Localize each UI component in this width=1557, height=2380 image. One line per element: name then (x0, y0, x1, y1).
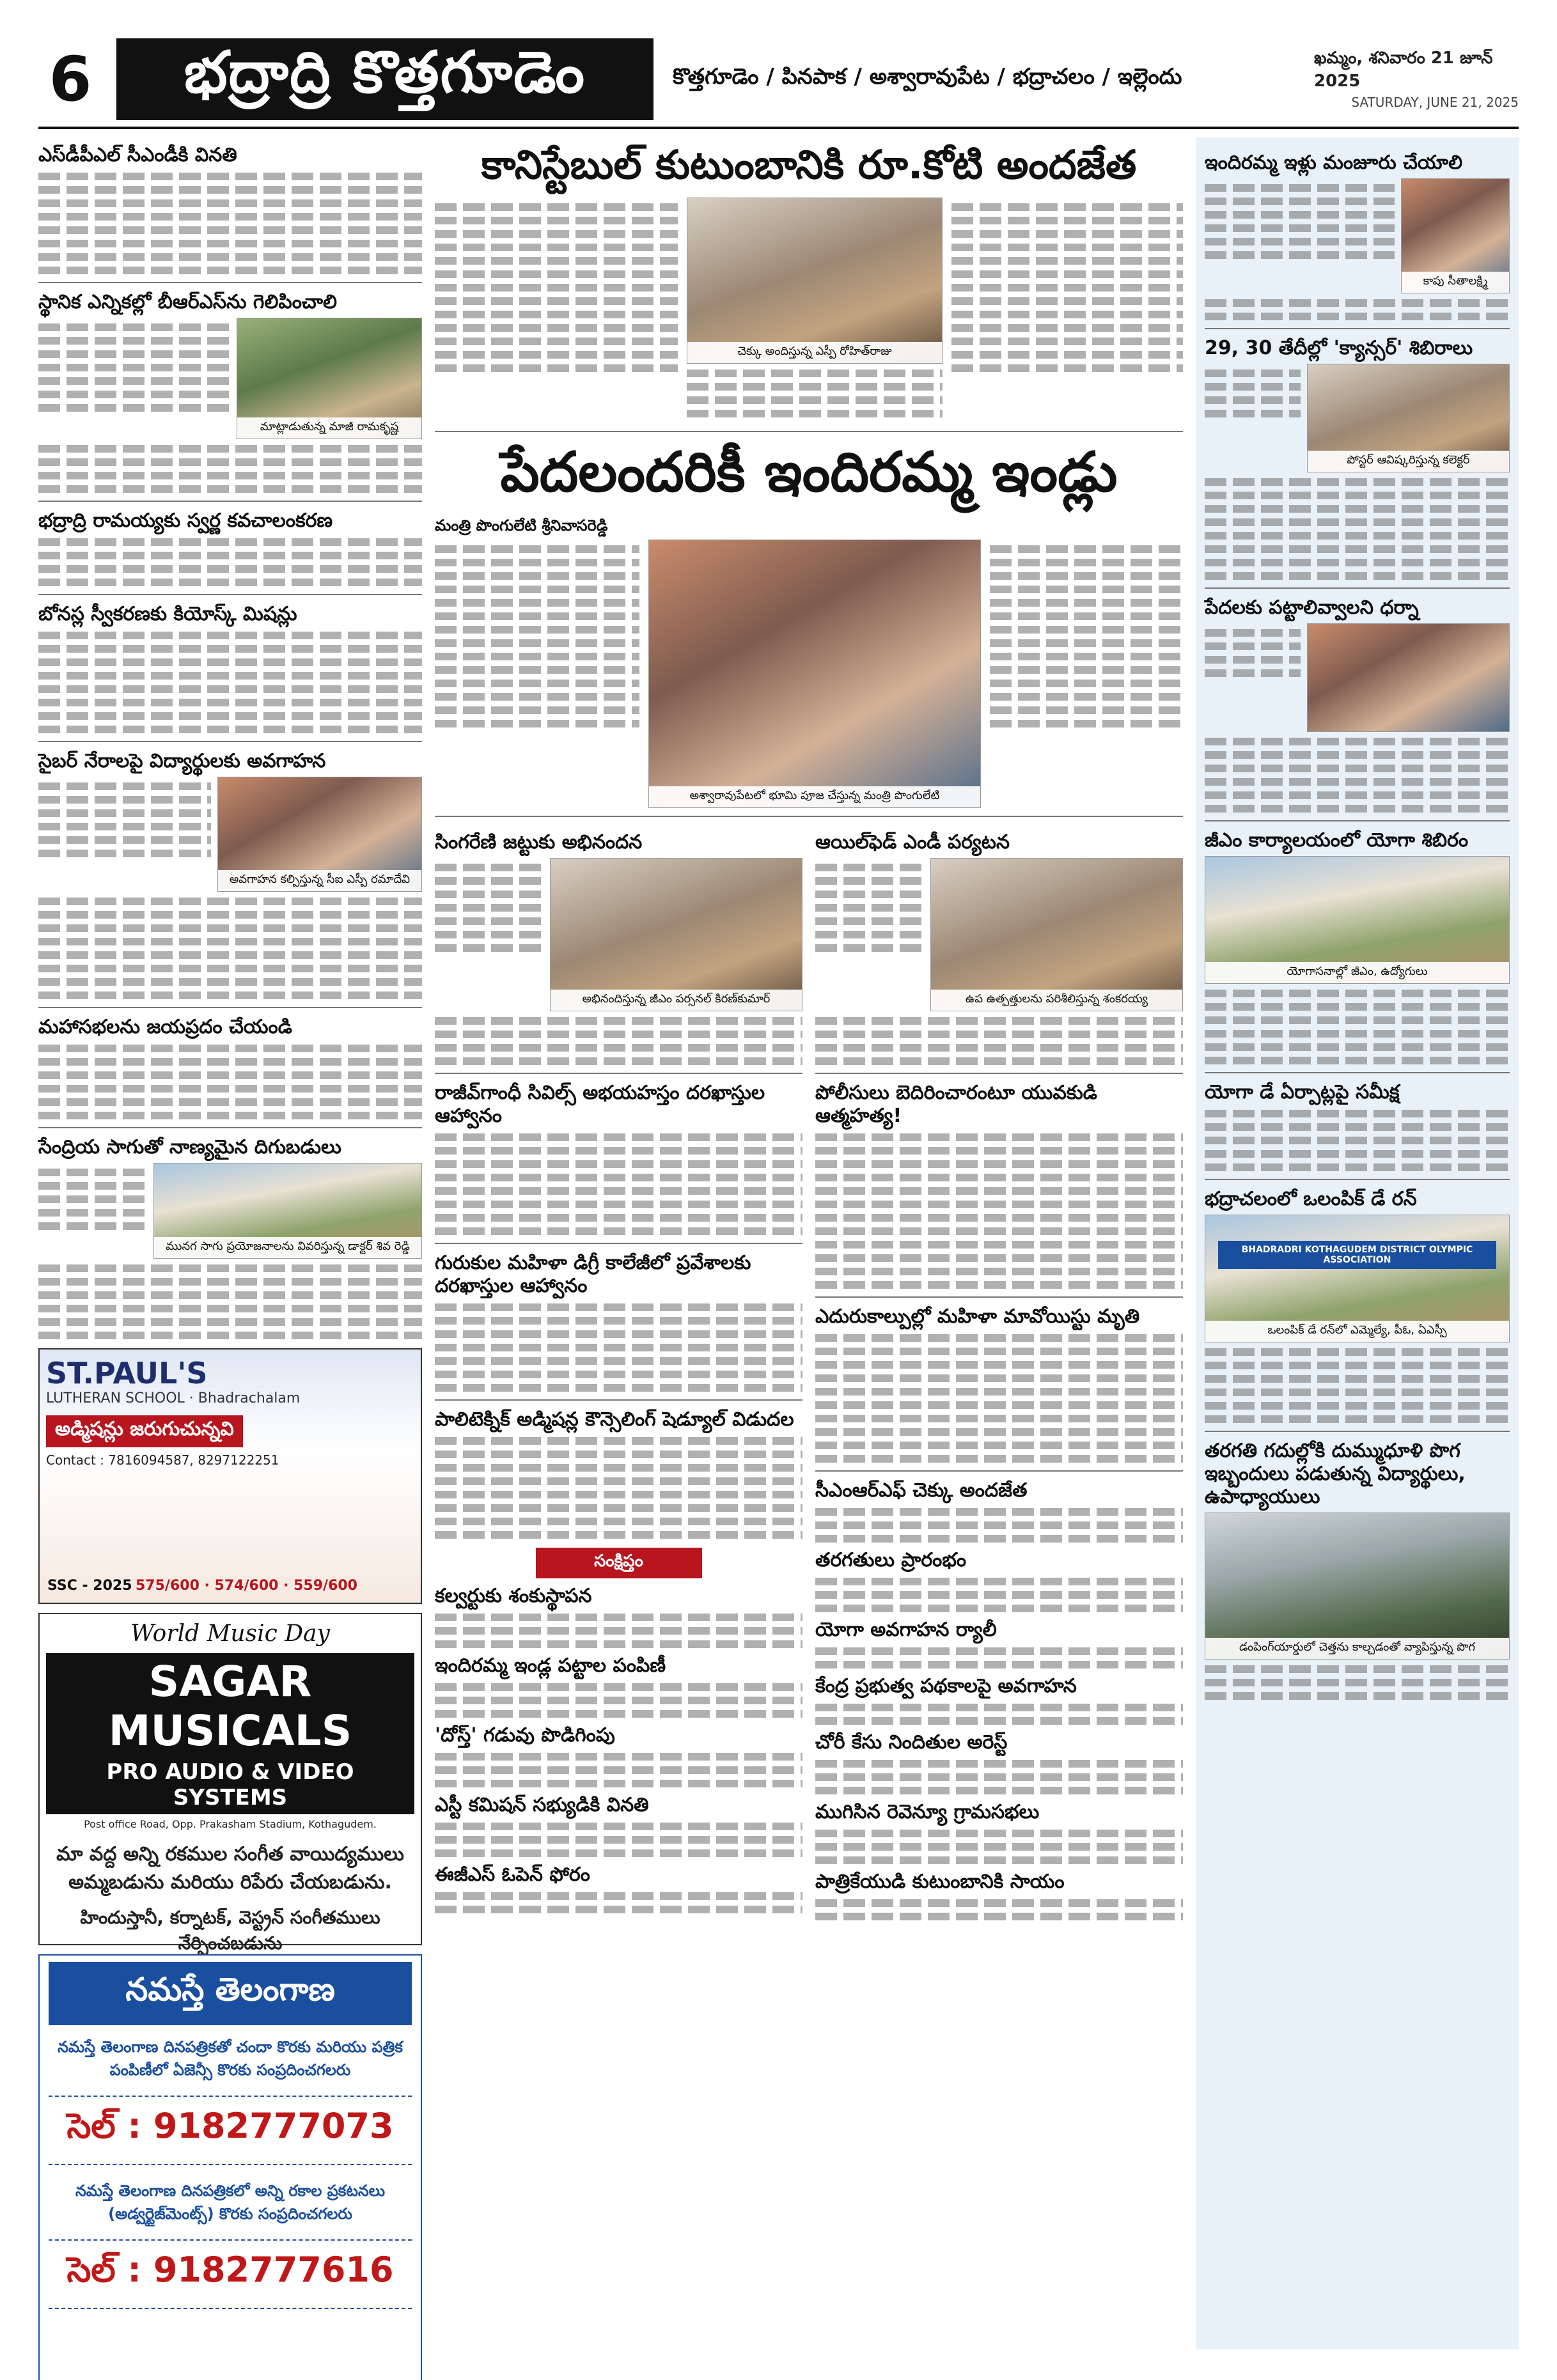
article-headline: సైబర్ నేరాలపై విద్యార్థులకు అవగాహన (38, 750, 326, 772)
admission-tag: అడ్మిషన్లు జరుగుచున్నవి (46, 1415, 243, 1447)
news-photo (1205, 1215, 1510, 1342)
brief-headline: చోరీ కేసు నిందితుల అరెస్ట్ (815, 1731, 1008, 1754)
news-photo (237, 318, 422, 439)
photo-caption: కాపు సీతాలక్ష్మి (1402, 272, 1509, 293)
photo-caption: యోగాసనాల్లో జీఎం, ఉద్యోగులు (1205, 962, 1509, 983)
brief-headline: తరగతులు ప్రారంభం (815, 1549, 967, 1572)
article-headline: యోగా డే ఏర్పాట్లపై సమీక్ష (1205, 1081, 1400, 1103)
photo-caption: డంపింగ్‌యార్డులో చెత్తను కాల్చడంతో వ్యాపిస్తున్న పొగ (1205, 1638, 1509, 1659)
school-name: ST.PAUL'S (46, 1356, 208, 1390)
article-headline: పాలిటెక్నిక్ అడ్మిషన్ల కౌన్సెలింగ్ షెడ్యూల్ విడుదల (435, 1408, 794, 1431)
store-address: Post office Road, Opp. Prakasham Stadium, Kothagudem. (84, 1818, 377, 1830)
news-photo (1401, 178, 1510, 293)
article-headline: బోనస్ల స్వీకరణకు కియోస్క్ మిషన్లు (38, 603, 297, 625)
news-photo (1205, 856, 1510, 984)
photo-caption: మాట్లాడుతున్న మాజీ రామకృష్ణ (237, 417, 421, 439)
article-headline: ఎదురుకాల్పుల్లో మహిళా మావోయిస్టు మృతి (815, 1305, 1140, 1328)
news-photo (1307, 364, 1510, 472)
store-footer: హిందుస్తానీ, కర్నాటక్, వెస్ట్రన్ సంగీతములు నేర్పించబడును (80, 1907, 380, 1954)
right-column (1196, 137, 1519, 2349)
article-headline: పోలీసులు బెదిరించారంటూ యువకుడి ఆత్మహత్య! (815, 1082, 1098, 1128)
paper-subscription-text: నమస్తే తెలంగాణ దినపత్రికతో చందా కొరకు మరియు పత్రిక పంపిణీలో ఏజెన్సీ కొరకు సంప్రదించగలరు (58, 2038, 403, 2079)
news-photo (648, 540, 981, 808)
article-headline: సేంద్రియ సాగుతో నాణ్యమైన దిగుబడులు (38, 1136, 341, 1158)
article-headline: భద్రాచలంలో ఒలంపిక్ డే రన్ (1205, 1188, 1417, 1210)
photo-caption: అవగాహన కల్పిస్తున్న సీఐ ఎస్పీ రమాదేవి (218, 870, 421, 891)
paper-logo: నమస్తే తెలంగాణ (49, 1962, 412, 2025)
store-name: SAGAR MUSICALS (46, 1653, 414, 1759)
news-photo (1307, 623, 1510, 732)
photo-caption: మునగ సాగు ప్రయోజనాలను వివరిస్తున్న డాక్టర్ శివ రెడ్డి (154, 1237, 421, 1258)
masthead-rule (38, 127, 1519, 129)
article-headline: గురుకుల మహిళా డిగ్రీ కాలేజీలో ప్రవేశాలకు దరఖాస్తుల ఆహ్వానం (435, 1252, 751, 1298)
summary-banner: సంక్షిప్తం (536, 1548, 702, 1578)
article-headline: స్థానిక ఎన్నికల్లో బీఆర్ఎస్‌ను గెలిపించాలి (38, 291, 337, 313)
photo-caption: ఉప ఉత్పత్తులను పరిశీలిస్తున్న శంకరయ్య (931, 990, 1182, 1011)
article-headline: మహాసభలను జయప్రదం చేయండి (38, 1016, 292, 1038)
article-headline: భద్రాద్రి రామయ్యకు స్వర్ణ కవచాలంకరణ (38, 509, 333, 532)
article-headline: రాజీవ్‌గాంధీ సివిల్స్ అభయహస్తం దరఖాస్తుల ఆహ్వానం (435, 1082, 765, 1128)
middle-column (435, 137, 1183, 1926)
page-number: 6 (49, 43, 92, 115)
place-strip: కొత్తగూడెం / పినపాక / అశ్వారావుపేట / భద్రాచలం / ఇల్లెందు (673, 64, 1182, 89)
left-column (38, 137, 422, 2380)
ssc-marks: 575/600 · 574/600 · 559/600 (136, 1578, 357, 1594)
byline: మంత్రి పొంగులేటి శ్రీనివాసరెడ్డి (435, 516, 608, 534)
date-telugu: ఖమ్మం, శనివారం 21 జూన్ 2025 (1314, 49, 1493, 91)
section-title: భద్రాద్రి కొత్తగూడెం (116, 38, 653, 120)
news-photo (930, 858, 1183, 1011)
paper-phone-advertising: సెల్ : 9182777616 (49, 2239, 412, 2309)
brief-headline: ఈజీఎస్ ఓపెన్ ఫోరం (435, 1863, 590, 1886)
article-headline: సింగరేణి జట్టుకు అభినందన (435, 831, 643, 854)
school-advertisement[interactable] (38, 1348, 422, 1604)
article-headline: జీఎం కార్యాలయంలో యోగా శిబిరం (1205, 829, 1469, 852)
masthead (38, 38, 1519, 120)
news-photo (217, 777, 422, 892)
brief-headline: కల్వర్టుకు శంకుస్థాపన (435, 1585, 592, 1608)
article-headline: ఆయిల్‌ఫెడ్ ఎండీ పర్యటన (815, 831, 1010, 854)
date-english: SATURDAY, JUNE 21, 2025 (1351, 95, 1519, 110)
school-subtitle: LUTHERAN SCHOOL · Bhadrachalam (46, 1390, 301, 1406)
photo-caption: ఒలంపిక్ డే రన్‌లో ఎమ్మెల్యే, పీఓ, ఏఎస్పీ (1205, 1321, 1509, 1342)
news-photo (153, 1163, 422, 1259)
photo-caption: అశ్వారావుపేటలో భూమి పూజ చేస్తున్న మంత్రి పొంగులేటి (649, 786, 980, 807)
brief-headline: కేంద్ర ప్రభుత్వ పథకాలపై అవగాహన (815, 1675, 1077, 1698)
dateline (1314, 38, 1519, 120)
paper-phone-subscription: సెల్ : 9182777073 (49, 2096, 412, 2165)
article-headline: తరగతి గదుల్లోకి దుమ్ముధూళి పొగ ఇబ్బందులు పడుతున్న విద్యార్థులు, ఉపాధ్యాయులు (1205, 1440, 1466, 1508)
lead-headline: కానిస్టేబుల్ కుటుంబానికి రూ.కోటి అందజేత (481, 141, 1137, 188)
brief-headline: 'దోస్త్' గడువు పొడిగింపు (435, 1724, 615, 1747)
photo-caption: చెక్కు అందిస్తున్న ఎస్పీ రోహిత్‌రాజు (687, 342, 942, 363)
school-phone: Contact : 7816094587, 8297122251 (46, 1452, 279, 1468)
brief-headline: యోగా అవగాహన ర్యాలీ (815, 1619, 997, 1642)
music-store-advertisement[interactable] (38, 1613, 422, 1954)
news-photo (1205, 1513, 1510, 1660)
news-photo (550, 858, 802, 1011)
photo-caption: అభినందిస్తున్న జీఎం పర్సనల్ కిరణ్‌కుమార్ (551, 990, 802, 1011)
store-description: మా వద్ద అన్ని రకముల సంగీత వాయిద్యములు అమ్మబడును మరియు రిపేరు చేయబడును. (56, 1843, 404, 1894)
second-lead-headline: పేదలందరికీ ఇందిరమ్మ ఇండ్లు (500, 440, 1118, 505)
paper-advertising-text: నమస్తే తెలంగాణ దినపత్రికలో అన్ని రకాల ప్రకటనలు (అడ్వర్టైజ్‌మెంట్స్) కొరకు సంప్రదించగలరు (75, 2182, 386, 2223)
article-headline: 29, 30 తేదీల్లో 'క్యాన్సర్' శిబిరాలు (1205, 337, 1473, 359)
brief-headline: సీఎంఆర్ఎఫ్ చెక్కు అందజేత (815, 1479, 1028, 1502)
brief-headline: పాత్రికేయుడి కుటుంబానికి సాయం (815, 1871, 1065, 1894)
news-photo (687, 198, 943, 364)
article-headline: ఇందిరమ్మ ఇళ్లు మంజూరు చేయాలి (1205, 152, 1463, 174)
article-headline: పేదలకు పట్టాలివ్వాలని ధర్నా (1205, 596, 1419, 619)
brief-headline: ఎస్టీ కమిషన్ సభ్యుడికి వినతి (435, 1794, 649, 1817)
brief-headline: ఇందిరమ్మ ఇండ్ల పట్టాల పంపిణీ (435, 1654, 666, 1677)
newspaper-advertisement[interactable] (38, 1954, 422, 2380)
ssc-label: SSC - 2025 (47, 1578, 132, 1594)
brief-headline: ముగిసిన రెవెన్యూ గ్రామసభలు (815, 1801, 1040, 1824)
photo-caption: పోస్టర్ ఆవిష్కరిస్తున్న కలెక్టర్ (1308, 451, 1509, 472)
world-music-day: World Music Day (130, 1621, 330, 1647)
store-subtitle: PRO AUDIO & VIDEO SYSTEMS (46, 1759, 414, 1814)
olympic-banner: BHADRADRI KOTHAGUDEM DISTRICT OLYMPIC ASSOCIATION (1218, 1241, 1496, 1269)
article-headline: ఎస్‌డీపీఎల్ సీఎండీకి వినతి (38, 144, 237, 166)
